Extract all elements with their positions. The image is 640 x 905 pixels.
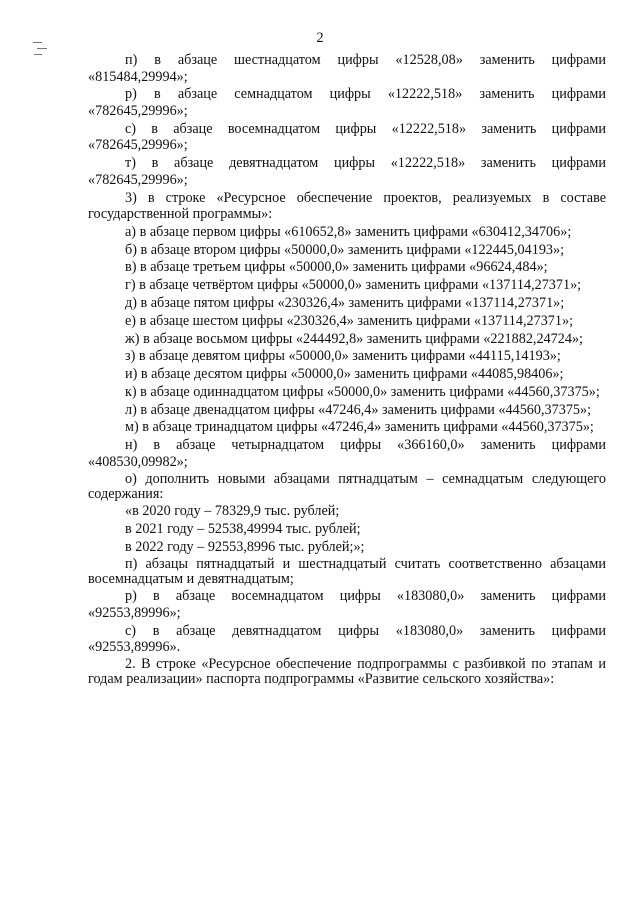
amendment-item: д) в абзаце пятом цифры «230326,4» заменить цифрами «137114,27371»; — [125, 295, 565, 311]
amendment-item: р) в абзаце восемнадцатом цифры «183080,0» заменить цифрами «92553,89996»; — [88, 588, 606, 621]
section-heading: 2. В строке «Ресурсное обеспечение подпрограммы с разбивкой по этапам и годам реализации» паспорта подпрограммы «Развитие сельского хозяйства»: — [88, 655, 606, 688]
amendment-item: н) в абзаце четырнадцатом цифры «366160,0» заменить цифрами «408530,09982»; — [88, 437, 606, 470]
amendment-item: п) абзацы пятнадцатый и шестнадцатый считать соответственно абзацами восемнадцатым и девятнадцатым; — [88, 555, 606, 587]
quoted-line: «в 2020 году – 78329,9 тыс. рублей; — [125, 503, 340, 520]
amendment-item: к) в абзаце одиннадцатом цифры «50000,0» заменить цифрами «44560,37375»; — [125, 383, 600, 400]
amendment-item: т) в абзаце девятнадцатом цифры «12222,518» заменить цифрами «782645,29996»; — [88, 155, 606, 188]
amendment-item: о) дополнить новыми абзацами пятнадцатым – семнадцатым следующего содержания: — [88, 470, 606, 502]
amendment-item: л) в абзаце двенадцатом цифры «47246,4» заменить цифрами «44560,37375»; — [125, 401, 592, 418]
amendment-item: р) в абзаце семнадцатом цифры «12222,518» заменить цифрами «782645,29996»; — [88, 86, 606, 119]
amendment-item: и) в абзаце десятом цифры «50000,0» заменить цифрами «44085,98406»; — [125, 366, 564, 383]
amendment-item: а) в абзаце первом цифры «610652,8» заменить цифрами «630412,34706»; — [125, 223, 572, 240]
amendment-item: б) в абзаце втором цифры «50000,0» заменить цифрами «122445,04193»; — [125, 241, 565, 258]
section-heading: 3) в строке «Ресурсное обеспечение проектов, реализуемых в составе государственной программы»: — [88, 189, 606, 223]
amendment-item: п) в абзаце шестнадцатом цифры «12528,08» заменить цифрами «815484,29994»; — [88, 52, 606, 85]
amendment-item: с) в абзаце восемнадцатом цифры «12222,518» заменить цифрами «782645,29996»; — [88, 120, 606, 154]
quoted-line: в 2021 году – 52538,49994 тыс. рублей; — [125, 521, 361, 537]
page-number: 2 — [316, 30, 324, 46]
amendment-item: м) в абзаце тринадцатом цифры «47246,4» заменить цифрами «44560,37375»; — [125, 419, 594, 436]
document-body — [88, 52, 606, 687]
quoted-line: в 2022 году – 92553,8996 тыс. рублей;»; — [125, 538, 365, 555]
amendment-item: е) в абзаце шестом цифры «230326,4» заменить цифрами «137114,27371»; — [125, 312, 574, 329]
amendment-item: г) в абзаце четвёртом цифры «50000,0» заменить цифрами «137114,27371»; — [125, 277, 582, 294]
amendment-item: з) в абзаце девятом цифры «50000,0» заменить цифрами «44115,14193»; — [125, 348, 561, 365]
amendment-item: в) в абзаце третьем цифры «50000,0» заменить цифрами «96624,484»; — [125, 259, 548, 276]
amendment-item: ж) в абзаце восьмом цифры «244492,8» заменить цифрами «221882,24724»; — [125, 330, 583, 347]
amendment-item: с) в абзаце девятнадцатом цифры «183080,0» заменить цифрами «92553,89996». — [88, 622, 606, 656]
